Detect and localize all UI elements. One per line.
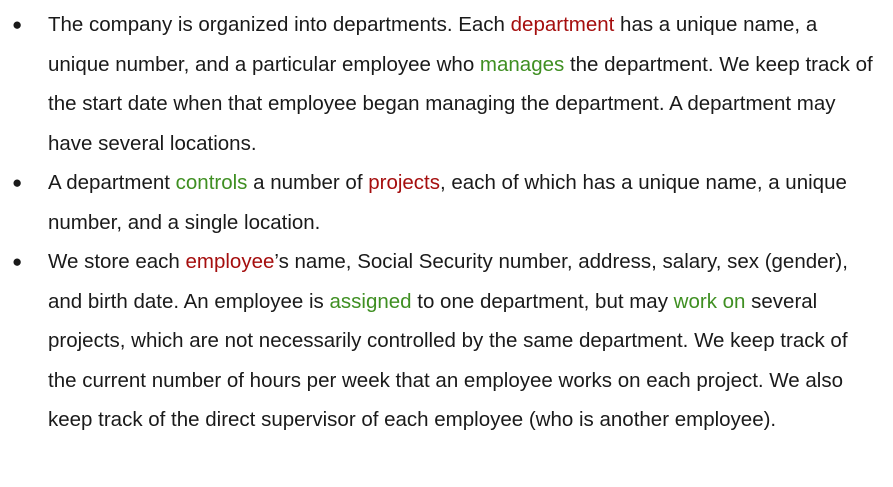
entity-term-employee: employee [185, 250, 275, 273]
text-segment: a number of [247, 171, 369, 194]
bullet-icon: ● [12, 173, 23, 192]
text-segment: the department. We keep track of the start date when that employee began managing the department. A department may have several locations. [48, 52, 873, 155]
relationship-term-controls: controls [175, 171, 248, 194]
text-segment: We store each [48, 250, 186, 273]
text-segment: ’s name, Social Security number, address, salary, sex (gender), and birth date. An employee is [48, 250, 848, 313]
list-item-employees [0, 242, 893, 440]
bullet-icon: ● [12, 15, 23, 34]
relationship-term-work-on: work on [673, 289, 746, 313]
entity-term-department: department [510, 13, 615, 36]
relationship-term-manages: manages [479, 52, 565, 76]
bullet-icon: ● [12, 252, 23, 271]
text-segment: A department [48, 171, 176, 194]
text-segment: has a unique name, a unique number, and a particular employee who [48, 13, 818, 76]
text-segment: several projects, which are not necessarily controlled by the same department. We keep track of the current number of hours per week that an employee works on each project. We also keep track of the direct supervisor of each employee (who is another employee). [48, 289, 848, 431]
relationship-term-assigned: assigned [329, 289, 412, 313]
text-segment: , each of which has a unique name, a unique number, and a single location. [48, 171, 847, 234]
text-segment: to one department, but may [411, 289, 674, 313]
entity-term-projects: projects [368, 171, 440, 194]
list-item-projects [0, 163, 893, 242]
text-segment: The company is organized into departments. Each [48, 13, 511, 36]
list-item-departments [0, 5, 893, 163]
